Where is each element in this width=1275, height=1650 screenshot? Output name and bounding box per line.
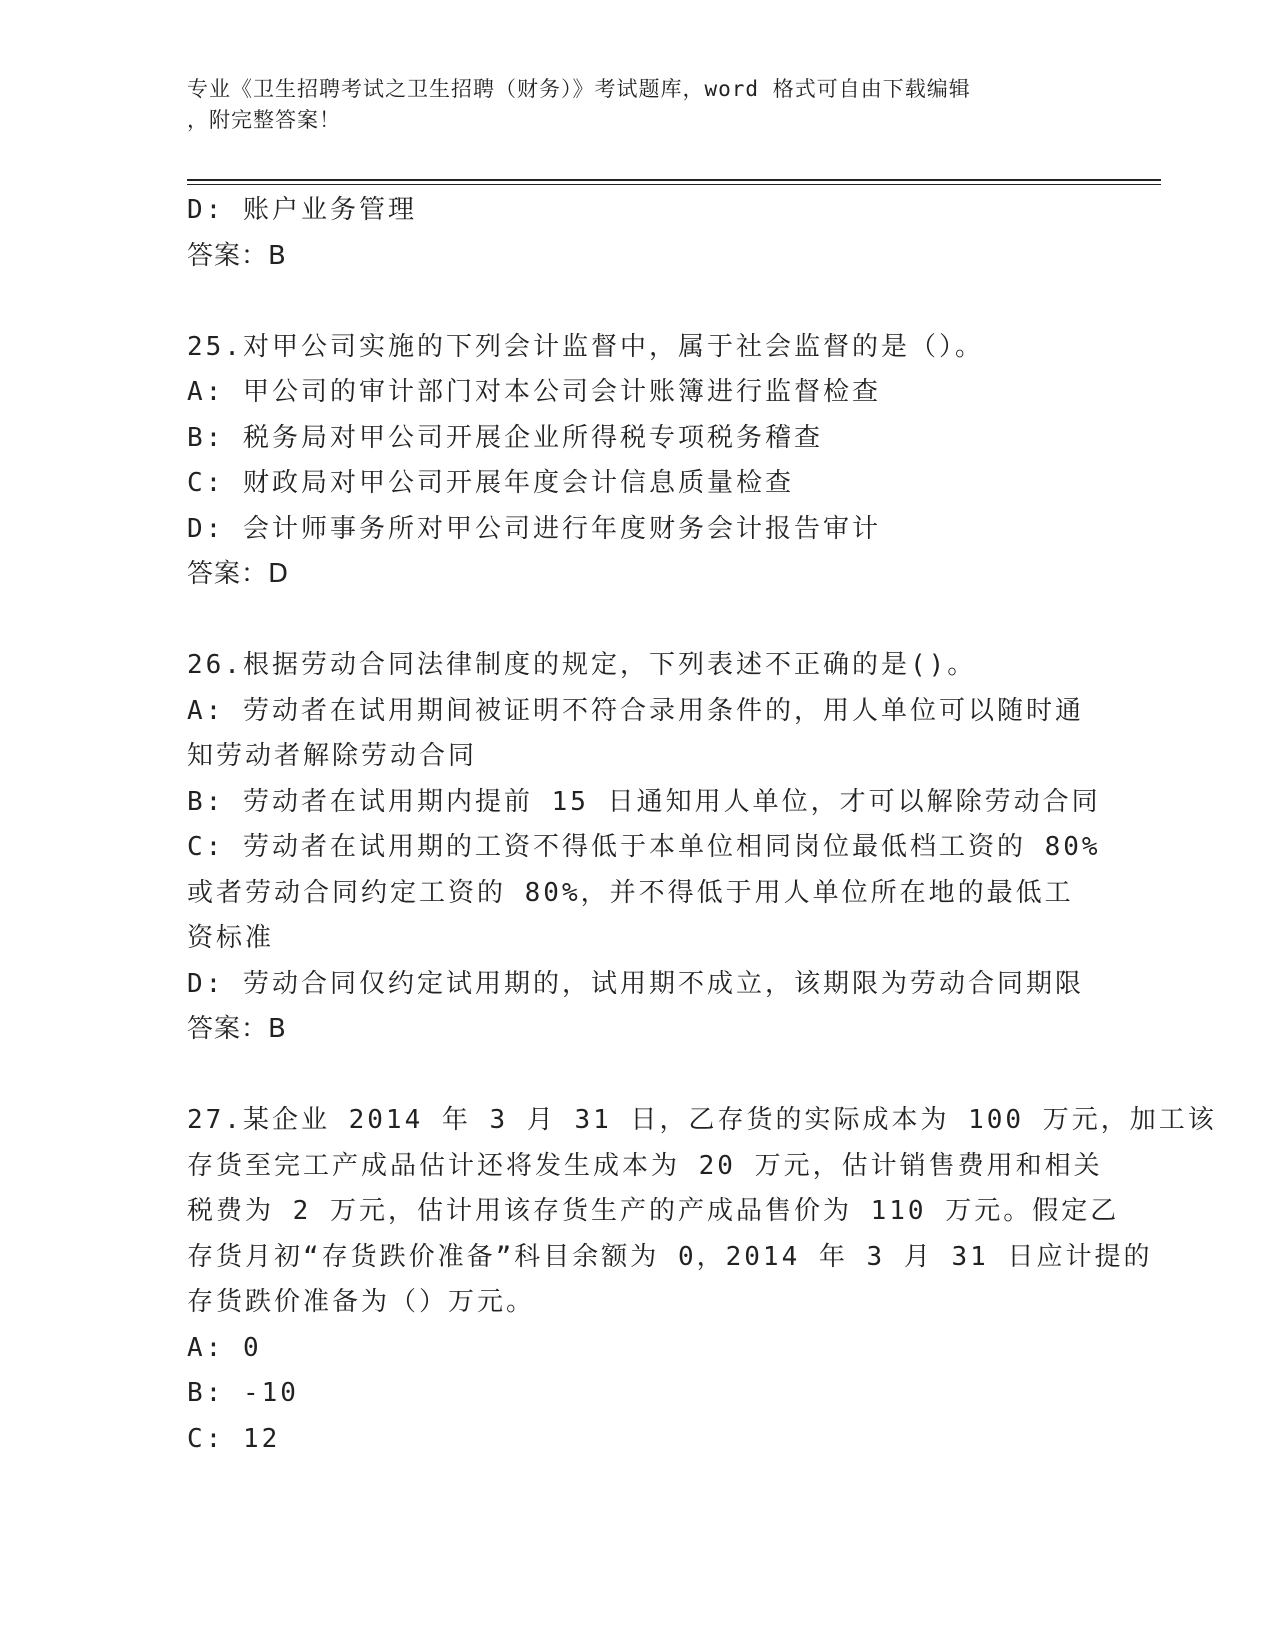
q26-option-c-line-3: 资标准: [187, 923, 275, 953]
q27-option-c: C: 12: [187, 1423, 281, 1454]
question-26: [187, 643, 1101, 1053]
spacer: [187, 1053, 1087, 1099]
q25-answer: 答案：D: [187, 559, 290, 589]
question-27: [187, 1098, 1217, 1462]
q25-option-a: A: 甲公司的审计部门对本公司会计账簿进行监督检查: [187, 377, 881, 407]
question-content: [187, 188, 1217, 1462]
question-24-tail: [187, 188, 1087, 279]
q26-option-b: B: 劳动者在试用期内提前 15 日通知用人单位，才可以解除劳动合同: [187, 786, 1101, 817]
q26-option-a-line-2: 知劳动者解除劳动合同: [187, 741, 478, 771]
header-line-1: 专业《卫生招聘考试之卫生招聘（财务）》考试题库，word 格式可自由下载编辑: [187, 77, 971, 101]
q24-option-d: D: 账户业务管理: [187, 195, 417, 225]
q27-stem-line-4: 存货月初“存货跌价准备”科目余额为 0，2014 年 3 月 31 日应计提的: [187, 1241, 1153, 1272]
spacer: [187, 279, 1087, 325]
q26-option-d: D: 劳动合同仅约定试用期的，试用期不成立，该期限为劳动合同期限: [187, 968, 1084, 999]
q27-option-a: A: 0: [187, 1332, 262, 1363]
document-header: [187, 74, 1087, 136]
spacer: [187, 598, 1087, 644]
header-rule-thin: [187, 184, 1161, 185]
q27-stem-line-5: 存货跌价准备为（）万元。: [187, 1287, 536, 1317]
header-rule-thick: [187, 179, 1161, 181]
q27-stem-line-3: 税费为 2 万元，估计用该存货生产的产成品售价为 110 万元。假定乙: [187, 1196, 1120, 1226]
q25-option-b: B: 税务局对甲公司开展企业所得税专项税务稽查: [187, 422, 823, 453]
q25-option-c: C: 财政局对甲公司开展年度会计信息质量检查: [187, 468, 794, 498]
q27-option-b: B: -10: [187, 1378, 299, 1408]
q27-stem-line-2: 存货至完工产成品估计还将发生成本为 20 万元，估计销售费用和相关: [187, 1150, 1103, 1181]
q26-answer: 答案：B: [187, 1014, 287, 1044]
header-line-2: ，附完整答案！: [187, 108, 341, 132]
q26-stem: 26.根据劳动合同法律制度的规定，下列表述不正确的是()。: [187, 650, 977, 680]
q25-option-d: D: 会计师事务所对甲公司进行年度财务会计报告审计: [187, 513, 881, 544]
q25-stem: 25.对甲公司实施的下列会计监督中，属于社会监督的是（）。: [187, 331, 984, 362]
q26-option-c-line-1: C: 劳动者在试用期的工资不得低于本单位相同岗位最低档工资的 80%: [187, 832, 1101, 862]
q26-option-c-line-2: 或者劳动合同约定工资的 80%，并不得低于用人单位所在地的最低工: [187, 877, 1074, 908]
q26-option-a-line-1: A: 劳动者在试用期间被证明不符合录用条件的，用人单位可以随时通: [187, 695, 1084, 726]
q27-stem-line-1: 27.某企业 2014 年 3 月 31 日，乙存货的实际成本为 100 万元，加工该: [187, 1105, 1217, 1135]
question-25: [187, 325, 1087, 598]
q24-answer: 答案：B: [187, 240, 287, 271]
